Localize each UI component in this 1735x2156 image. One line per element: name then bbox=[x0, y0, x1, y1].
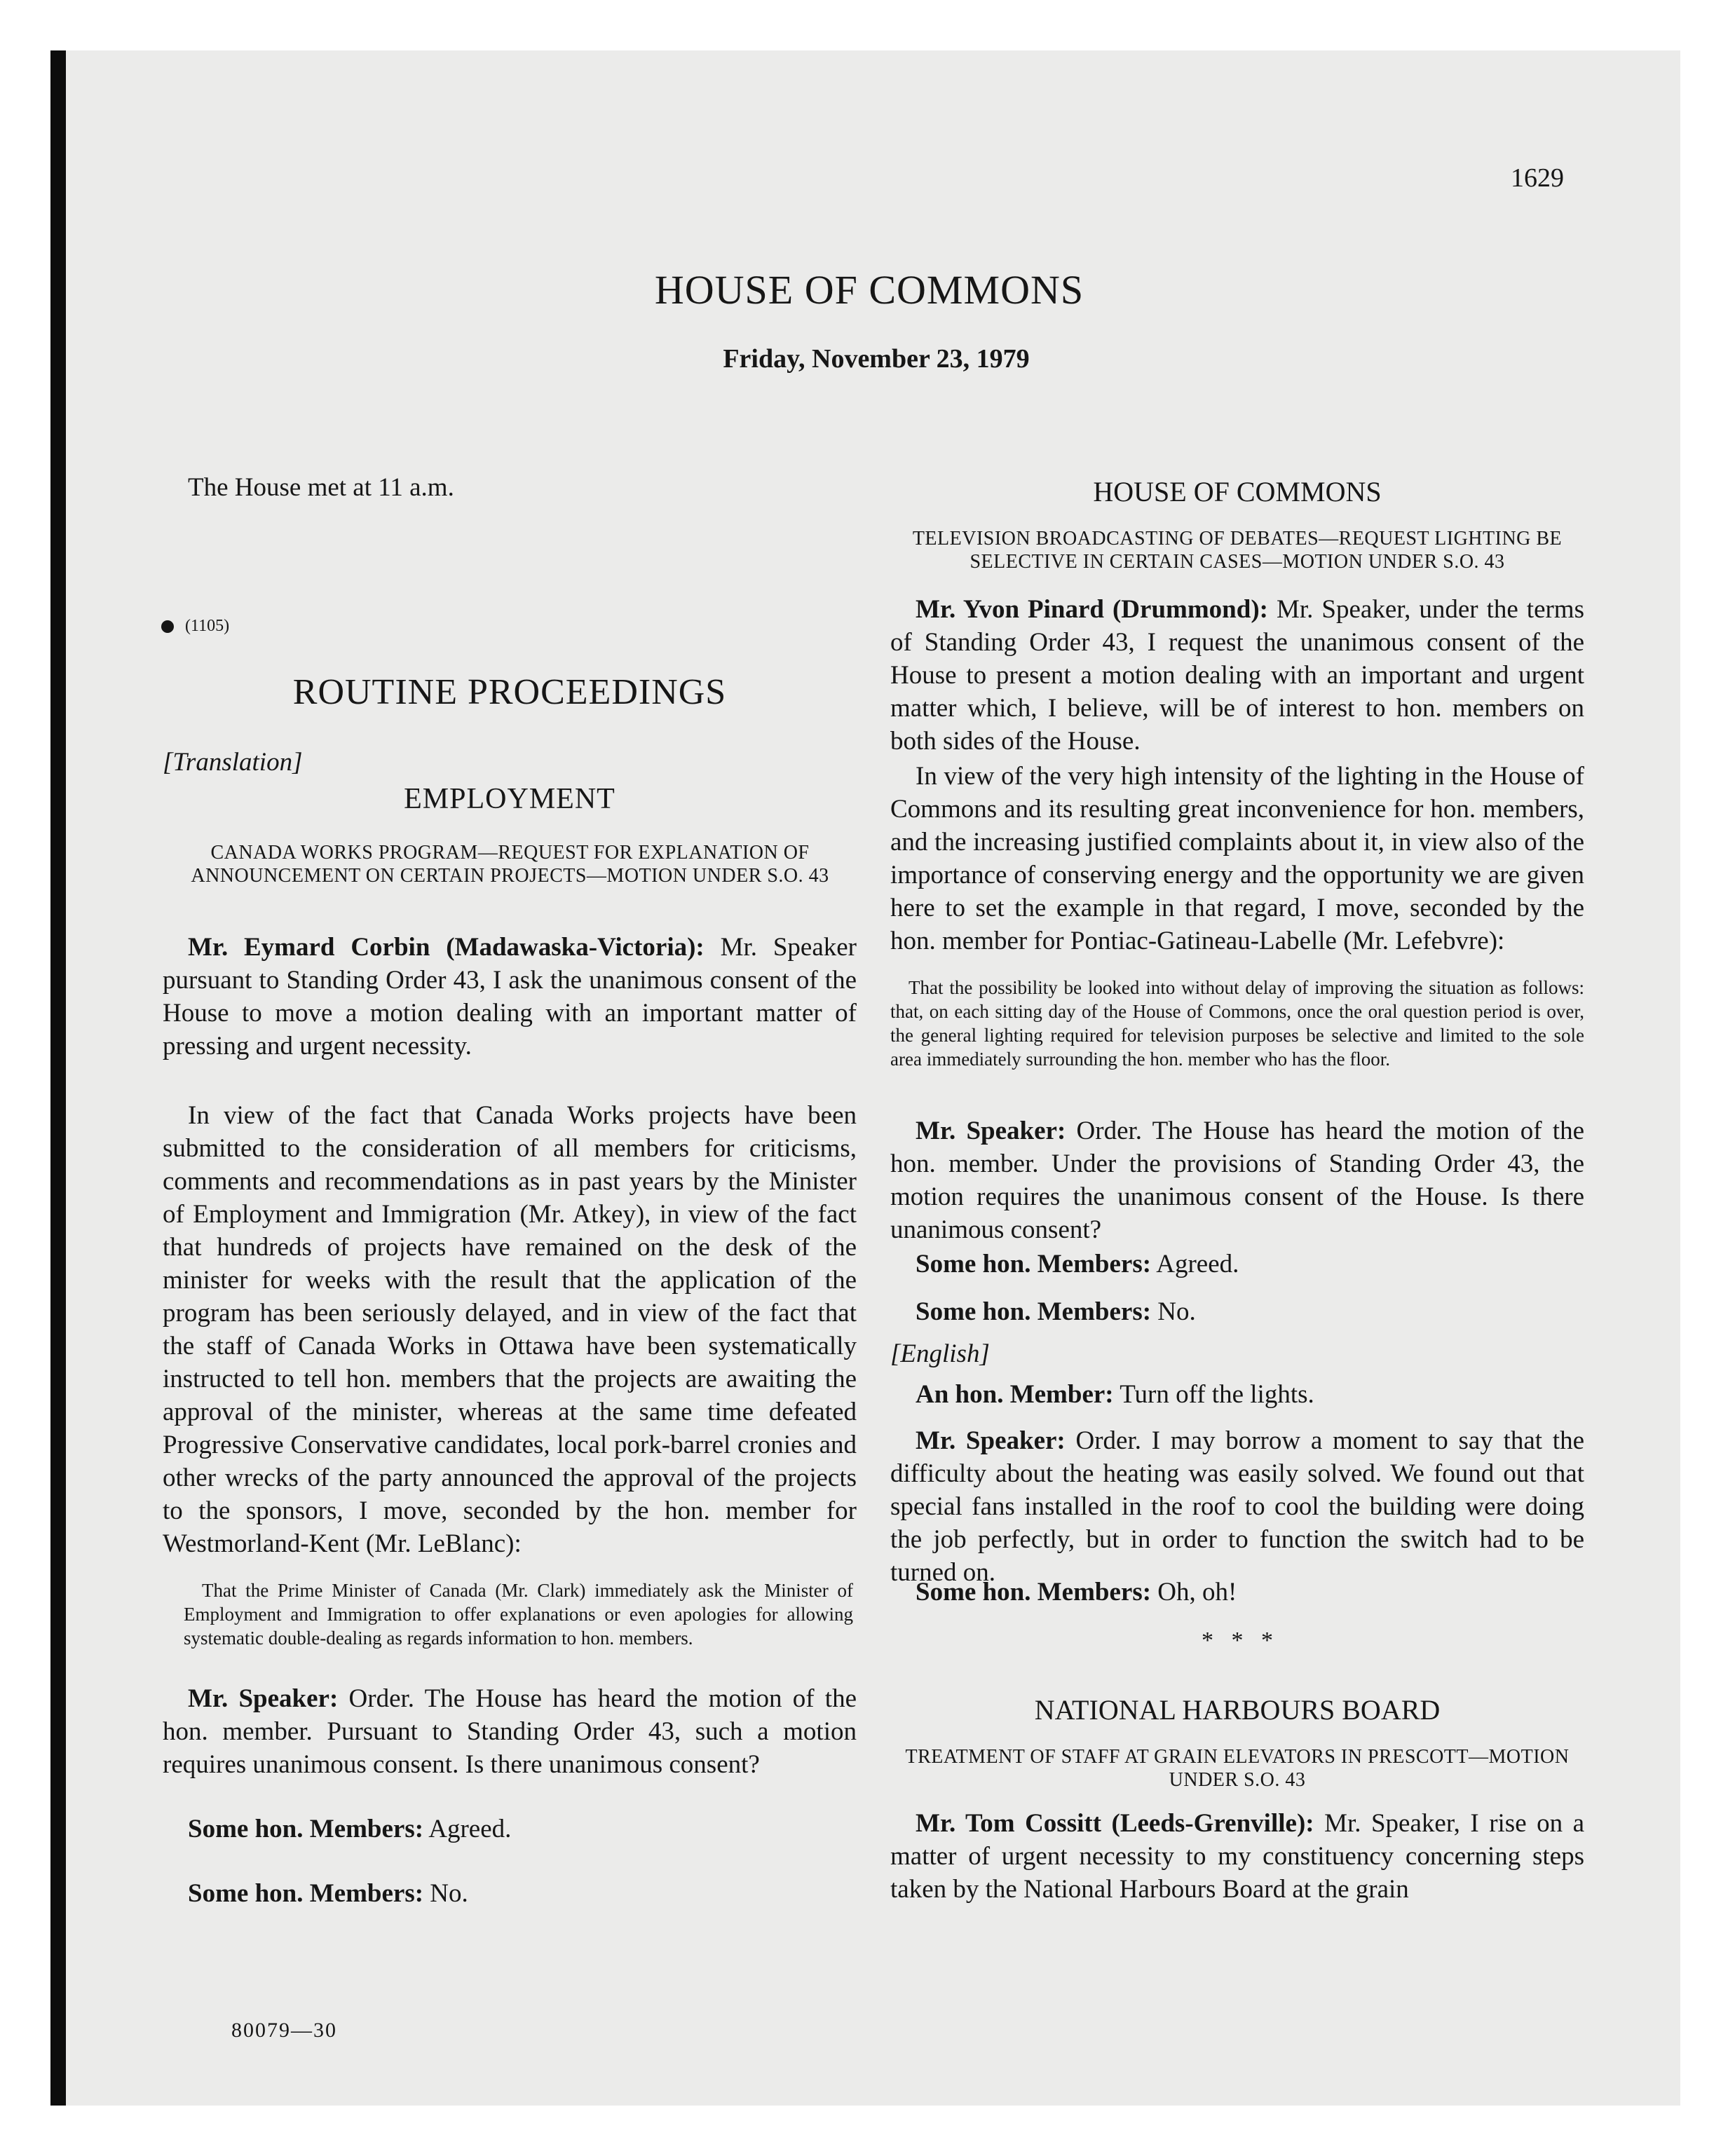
speech-text: Mr. Speaker pursuant to Standing Order 43, I ask the unanimous consent of the House to move a motion dealing with an important matter of pressing and urgent necessity. bbox=[163, 933, 857, 1060]
speaker-name: Mr. Speaker: bbox=[916, 1117, 1066, 1145]
section-divider: * * * bbox=[1202, 1628, 1273, 1653]
section-heading: ROUTINE PROCEEDINGS bbox=[292, 672, 727, 712]
motion-quote: That the possibility be looked into without delay of improving the situation as follows: that, on each sitting day of the House of Commons, once the oral question period is over, the general lighting required for television purposes be selective and limited to the sole area immediately surrounding the hon. member who has the floor. bbox=[890, 977, 1584, 1070]
speech-paragraph bbox=[163, 1813, 857, 1845]
subject-heading: EMPLOYMENT bbox=[404, 783, 615, 815]
motion-subheading: TREATMENT OF STAFF AT GRAIN ELEVATORS IN PRESCOTT—MOTION UNDER S.O. 43 bbox=[905, 1746, 1570, 1791]
speaker-name: Mr. Yvon Pinard (Drummond): bbox=[916, 595, 1268, 624]
motion-subheading: CANADA WORKS PROGRAM—REQUEST FOR EXPLANATION OF ANNOUNCEMENT ON CERTAIN PROJECTS—MOTION UNDER S.O. 43 bbox=[191, 842, 829, 887]
speech-paragraph bbox=[890, 593, 1584, 758]
speech-paragraph bbox=[163, 1682, 857, 1781]
speech-text: Agreed. bbox=[1151, 1250, 1239, 1278]
speaker-name: Mr. Speaker: bbox=[188, 1684, 339, 1713]
speaker-name: Some hon. Members: bbox=[916, 1250, 1152, 1278]
speaker-name: Mr. Eymard Corbin (Madawaska-Victoria): bbox=[188, 933, 705, 962]
speech-text: Turn off the lights. bbox=[1113, 1380, 1314, 1409]
motion-subheading: TELEVISION BROADCASTING OF DEBATES—REQUEST LIGHTING BE SELECTIVE IN CERTAIN CASES—MOTION UNDER S.O. 43 bbox=[912, 528, 1563, 573]
speech-paragraph bbox=[890, 1248, 1584, 1281]
speaker-name: Some hon. Members: bbox=[916, 1297, 1152, 1326]
speech-paragraph: In view of the fact that Canada Works projects have been submitted to the consideration of all members for criticisms, comments and recommendations as in past years by the Minister of Employment and Immigration (Mr. Atkey), in view of the fact that hundreds of projects have remained on the desk of the minister for weeks with the result that the application of the program has been seriously delayed, and in view of the fact that the staff of Canada Works in Ottawa have been systematically instructed to tell hon. members that the projects are awaiting the approval of the minister, whereas at the same time defeated Progressive Conservative candidates, local pork-barrel cronies and other wrecks of the party announced the approval of the projects to the sponsors, I move, seconded by the hon. member for Westmorland-Kent (Mr. LeBlanc): bbox=[163, 1101, 857, 1558]
scan-edge bbox=[50, 50, 66, 2106]
speech-paragraph bbox=[890, 1424, 1584, 1589]
house-met-line: The House met at 11 a.m. bbox=[188, 473, 454, 502]
speech-text: No. bbox=[423, 1879, 468, 1908]
language-tag: [English] bbox=[890, 1339, 990, 1368]
speech-paragraph bbox=[163, 931, 857, 1063]
speech-text: Order. The House has heard the motion of the hon. member. Pursuant to Standing Order 43, such a motion requires unanimous consent. Is there unanimous consent? bbox=[163, 1684, 857, 1779]
subject-heading: NATIONAL HARBOURS BOARD bbox=[1034, 1694, 1441, 1726]
speech-paragraph bbox=[890, 1807, 1584, 1906]
speech-paragraph bbox=[890, 1114, 1584, 1246]
speaker-name: Some hon. Members: bbox=[188, 1879, 424, 1908]
page-number: 1629 bbox=[1511, 163, 1564, 193]
speaker-name: Mr. Speaker: bbox=[916, 1426, 1066, 1455]
speaker-name: Mr. Tom Cossitt (Leeds-Grenville): bbox=[916, 1809, 1314, 1838]
speaker-name: An hon. Member: bbox=[916, 1380, 1114, 1409]
print-code: 80079—30 bbox=[231, 2019, 337, 2042]
bullet-icon bbox=[161, 620, 174, 633]
speech-text: Oh, oh! bbox=[1151, 1578, 1237, 1606]
subject-heading: HOUSE OF COMMONS bbox=[1093, 476, 1382, 507]
sitting-date: Friday, November 23, 1979 bbox=[723, 344, 1030, 374]
page-title: HOUSE OF COMMONS bbox=[654, 267, 1084, 313]
speech-paragraph bbox=[890, 1378, 1584, 1411]
speech-paragraph: In view of the very high intensity of the lighting in the House of Commons and its resulting great inconvenience for hon. members, and the increasing justified complaints about it, in view also of the importance of conserving energy and the opportunity we are given here to set the example in that regard, I move, seconded by the hon. member for Pontiac-Gatineau-Labelle (Mr. Lefebvre): bbox=[890, 762, 1584, 955]
speech-paragraph bbox=[163, 1877, 857, 1910]
speech-text: No. bbox=[1151, 1297, 1196, 1326]
speaker-name: Some hon. Members: bbox=[916, 1578, 1152, 1606]
motion-quote: That the Prime Minister of Canada (Mr. Clark) immediately ask the Minister of Employment and Immigration to offer explanations or even apologies for allowing systematic double-dealing as regards information to hon. members. bbox=[184, 1580, 853, 1649]
speech-text: Mr. Speaker, I rise on a matter of urgent necessity to my constituency concerning steps taken by the National Harbours Board at the grain bbox=[890, 1809, 1584, 1904]
speech-paragraph bbox=[890, 1295, 1584, 1328]
speaker-name: Some hon. Members: bbox=[188, 1815, 424, 1843]
timestamp bbox=[161, 617, 229, 636]
speech-text: Agreed. bbox=[423, 1815, 512, 1843]
speech-text: Order. I may borrow a moment to say that the difficulty about the heating was easily solved. We found out that special fans installed in the roof to cool the building were doing the job perfectly, but in order to function the switch had to be turned on. bbox=[890, 1426, 1584, 1587]
translation-tag: [Translation] bbox=[163, 748, 303, 777]
speech-text: Mr. Speaker, under the terms of Standing Order 43, I request the unanimous consent of the House to present a motion dealing with an important and urgent matter which, I believe, will be of interest to hon. members on both sides of the House. bbox=[890, 595, 1584, 756]
speech-text: Order. The House has heard the motion of the hon. member. Under the provisions of Standing Order 43, the motion requires the unanimous consent of the House. Is there unanimous consent? bbox=[890, 1117, 1584, 1244]
timestamp-label: (1105) bbox=[185, 617, 230, 635]
speech-paragraph bbox=[890, 1576, 1584, 1609]
